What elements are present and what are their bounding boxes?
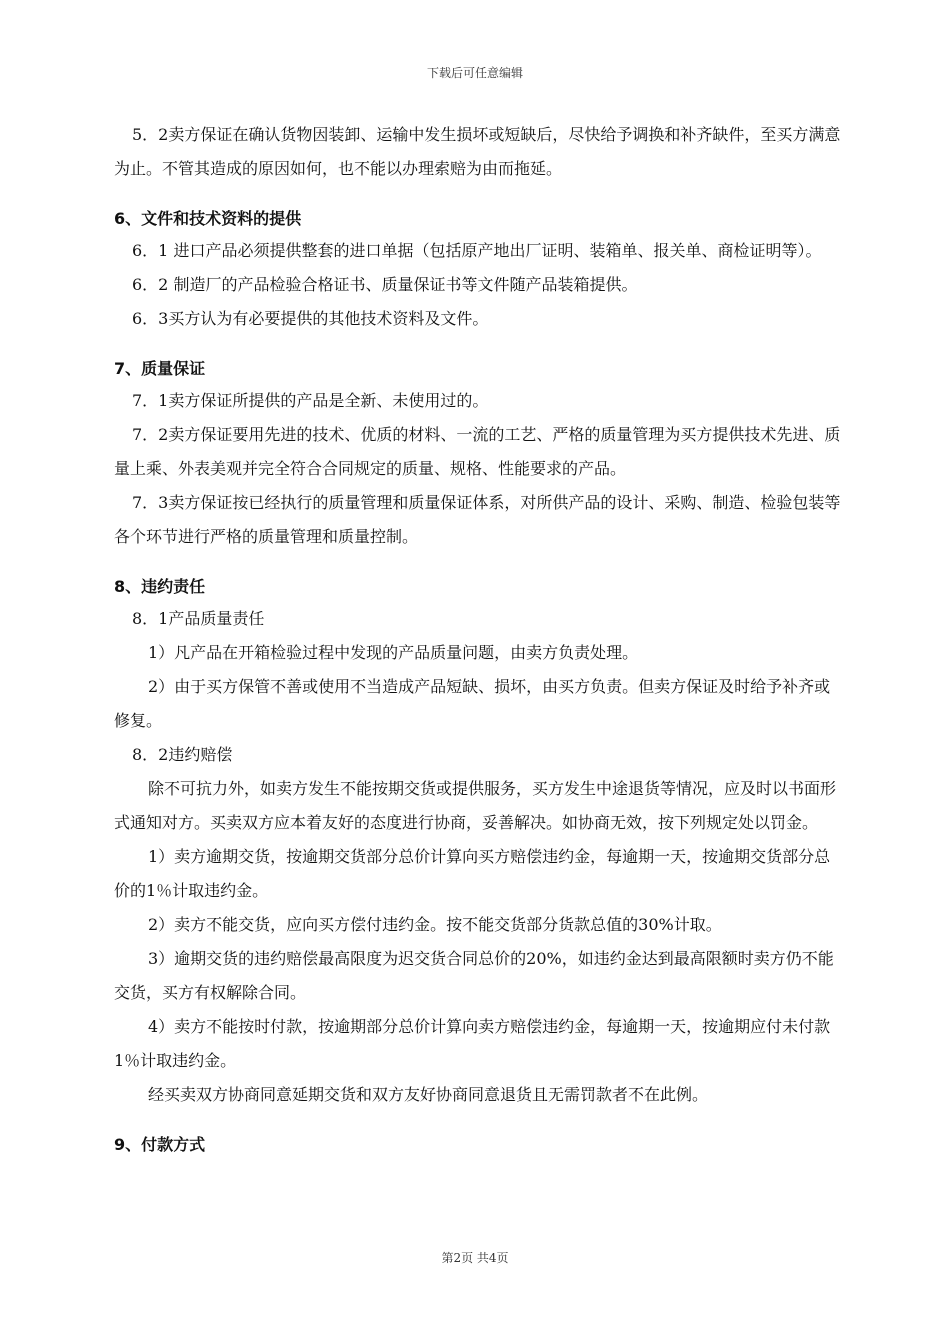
section-spacer	[114, 554, 844, 572]
paragraph: 经买卖双方协商同意延期交货和双方友好协商同意退货且无需罚款者不在此例。	[148, 1085, 709, 1104]
paragraph: 2）由于买方保管不善或使用不当造成产品短缺、损坏，由买方负责。但卖方保证及时给予补齐或修复。	[114, 677, 831, 730]
paragraph: 6．2 制造厂的产品检验合格证书、质量保证书等文件随产品装箱提供。	[132, 275, 638, 294]
section-heading: 6、文件和技术资料的提供	[114, 209, 302, 228]
paragraph: 1）凡产品在开箱检验过程中发现的产品质量问题，由卖方负责处理。	[148, 643, 639, 662]
paragraph: 4）卖方不能按时付款，按逾期部分总价计算向卖方赔偿违约金，每逾期一天，按逾期应付未付款1％计取违约金。	[114, 1017, 831, 1070]
paragraph: 8．1产品质量责任	[132, 609, 265, 628]
page-header: 下载后可任意编辑	[426, 66, 523, 80]
paragraph: 8．2违约赔偿	[132, 745, 233, 764]
paragraph: 5．2卖方保证在确认货物因装卸、运输中发生损坏或短缺后，尽快给予调换和补齐缺件，至买方满意为止。不管其造成的原因如何，也不能以办理索赔为由而拖延。	[114, 125, 841, 178]
paragraph: 3）逾期交货的违约赔偿最高限度为迟交货合同总价的20%，如违约金达到最高限额时卖方仍不能交货，买方有权解除合同。	[114, 949, 834, 1002]
paragraph: 7．2卖方保证要用先进的技术、优质的材料、一流的工艺、严格的质量管理为买方提供技术先进、质量上乘、外表美观并完全符合合同规定的质量、规格、性能要求的产品。	[114, 425, 841, 478]
section-heading: 8、违约责任	[114, 577, 206, 596]
paragraph: 除不可抗力外，如卖方发生不能按期交货或提供服务，买方发生中途退货等情况，应及时以书面形式通知对方。买卖双方应本着友好的态度进行协商，妥善解决。如协商无效，按下列规定处以罚金。	[114, 779, 837, 832]
page-footer: 第2页 共4页	[441, 1251, 509, 1265]
document-body	[114, 118, 844, 1160]
section-spacer	[114, 336, 844, 354]
paragraph: 2）卖方不能交货，应向买方偿付违约金。按不能交货部分货款总值的30%计取。	[148, 915, 722, 934]
paragraph: 7．3卖方保证按已经执行的质量管理和质量保证体系，对所供产品的设计、采购、制造、检验包装等各个环节进行严格的质量管理和质量控制。	[114, 493, 841, 546]
section-heading: 7、质量保证	[114, 359, 206, 378]
paragraph: 6．1 进口产品必须提供整套的进口单据（包括原产地出厂证明、装箱单、报关单、商检证明等）。	[132, 241, 822, 260]
section-spacer	[114, 1112, 844, 1130]
section-heading: 9、付款方式	[114, 1135, 206, 1154]
paragraph: 6．3买方认为有必要提供的其他技术资料及文件。	[132, 309, 489, 328]
section-spacer	[114, 186, 844, 204]
paragraph: 7．1卖方保证所提供的产品是全新、未使用过的。	[132, 391, 489, 410]
paragraph: 1）卖方逾期交货，按逾期交货部分总价计算向买方赔偿违约金，每逾期一天，按逾期交货部分总价的1％计取违约金。	[114, 847, 831, 900]
